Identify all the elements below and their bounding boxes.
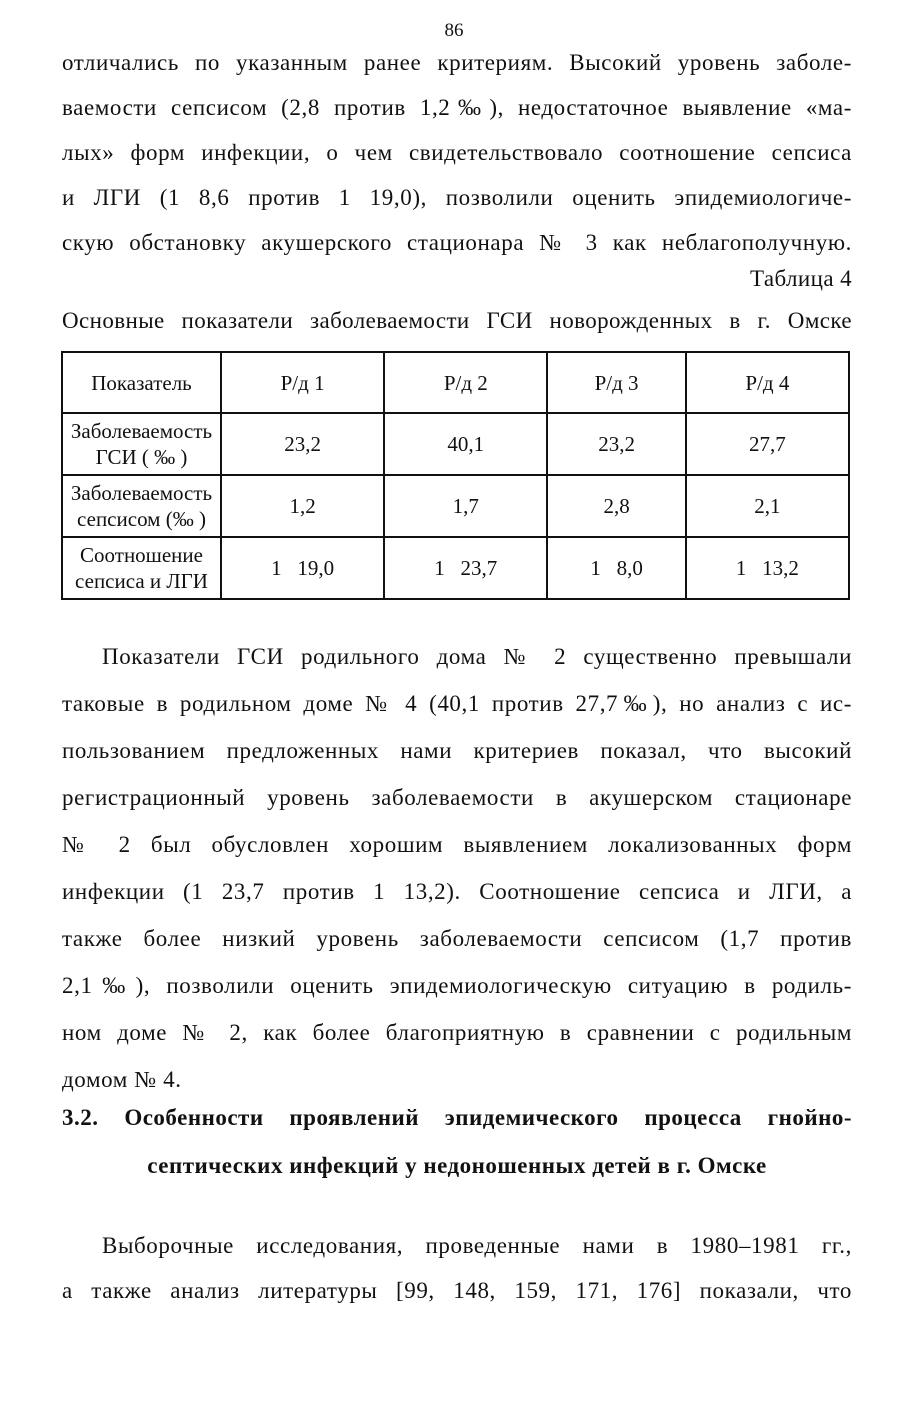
table-cell: 1 19,0 (221, 537, 384, 599)
row-label-line: ГСИ ( ‰ ) (95, 445, 188, 469)
text-line: домом № 4. (62, 1067, 182, 1092)
table-header-cell: Показатель (62, 352, 221, 413)
text-line: пользованием предложенных нами критериев показал, что высокий (62, 738, 852, 763)
table-cell: 23,2 (547, 413, 685, 475)
text-line: Выборочные исследования, проведенные нами в 1980–1981 гг., (102, 1233, 852, 1258)
text-line: и ЛГИ (1 8,6 против 1 19,0), позволили оценить эпидемиологиче- (62, 185, 852, 210)
heading-line: септических инфекций у недоношенных детей в г. Омске (147, 1153, 767, 1178)
heading-line: 3.2. Особенности проявлений эпидемического процесса гнойно- (62, 1105, 852, 1130)
table-cell: 2,1 (686, 475, 849, 537)
table-row (62, 537, 849, 599)
text-line: инфекции (1 23,7 против 1 13,2). Соотношение сепсиса и ЛГИ, а (62, 879, 852, 904)
row-label-cell (62, 537, 221, 599)
table-cell: 1 13,2 (686, 537, 849, 599)
text-line: таковые в родильном доме № 4 (40,1 против 27,7‰), но анализ с ис- (62, 691, 852, 716)
text-line: регистрационный уровень заболеваемости в акушерском стационаре (62, 785, 852, 810)
table-row (62, 413, 849, 475)
table-cell: 1,7 (384, 475, 547, 537)
text-line: отличались по указанным ранее критериям. Высокий уровень заболе- (62, 50, 852, 75)
table-header-cell: Р/д 2 (384, 352, 547, 413)
statistics-table (61, 351, 850, 600)
table-header-row (62, 352, 849, 413)
section-heading (62, 1094, 852, 1190)
row-label-line: сепсисом (‰ ) (77, 507, 206, 531)
text-line: 2,1‰), позволили оценить эпидемиологическую ситуацию в родиль- (62, 973, 852, 998)
text-line: № 2 был обусловлен хорошим выявлением локализованных форм (62, 832, 852, 857)
table-row (62, 475, 849, 537)
page-number: 86 (444, 20, 464, 41)
row-label-line: сепсиса и ЛГИ (75, 569, 208, 593)
text-line: ном доме № 2, как более благоприятную в сравнении с родильным (62, 1020, 852, 1045)
table-cell: 2,8 (547, 475, 685, 537)
table-header-cell: Р/д 1 (221, 352, 384, 413)
table-cell: 27,7 (686, 413, 849, 475)
row-label-line: Заболеваемость (70, 481, 213, 505)
row-label-line: Соотношение (80, 543, 203, 567)
table-cell: 23,2 (221, 413, 384, 475)
table-header-cell: Р/д 3 (547, 352, 685, 413)
paragraph-1 (62, 40, 852, 265)
table-header-cell: Р/д 4 (686, 352, 849, 413)
table-cell: 40,1 (384, 413, 547, 475)
text-line: а также анализ литературы [99, 148, 159, 171, 176] показали, что (62, 1278, 852, 1303)
row-label-cell (62, 475, 221, 537)
text-line: Показатели ГСИ родильного дома № 2 существенно превышали (102, 644, 852, 669)
row-label-cell (62, 413, 221, 475)
text-line: ваемости сепсисом (2,8 против 1,2‰), недостаточное выявление «ма- (62, 95, 852, 120)
table-cell: 1 23,7 (384, 537, 547, 599)
paragraph-2 (62, 633, 852, 1103)
table-label: Таблица 4 (750, 266, 852, 291)
row-label-line: Заболеваемость (70, 419, 213, 443)
text-line: лых» форм инфекции, о чем свидетельствовало соотношение сепсиса (62, 140, 852, 165)
text-line: также более низкий уровень заболеваемости сепсисом (1,7 против (62, 926, 852, 951)
table-caption: Основные показатели заболеваемости ГСИ новорожденных в г. Омске (62, 308, 852, 333)
text-line: скую обстановку акушерского стационара № 3 как неблагополучную. (62, 230, 852, 255)
table-cell: 1 8,0 (547, 537, 685, 599)
table-cell: 1,2 (221, 475, 384, 537)
paragraph-3 (62, 1223, 852, 1313)
